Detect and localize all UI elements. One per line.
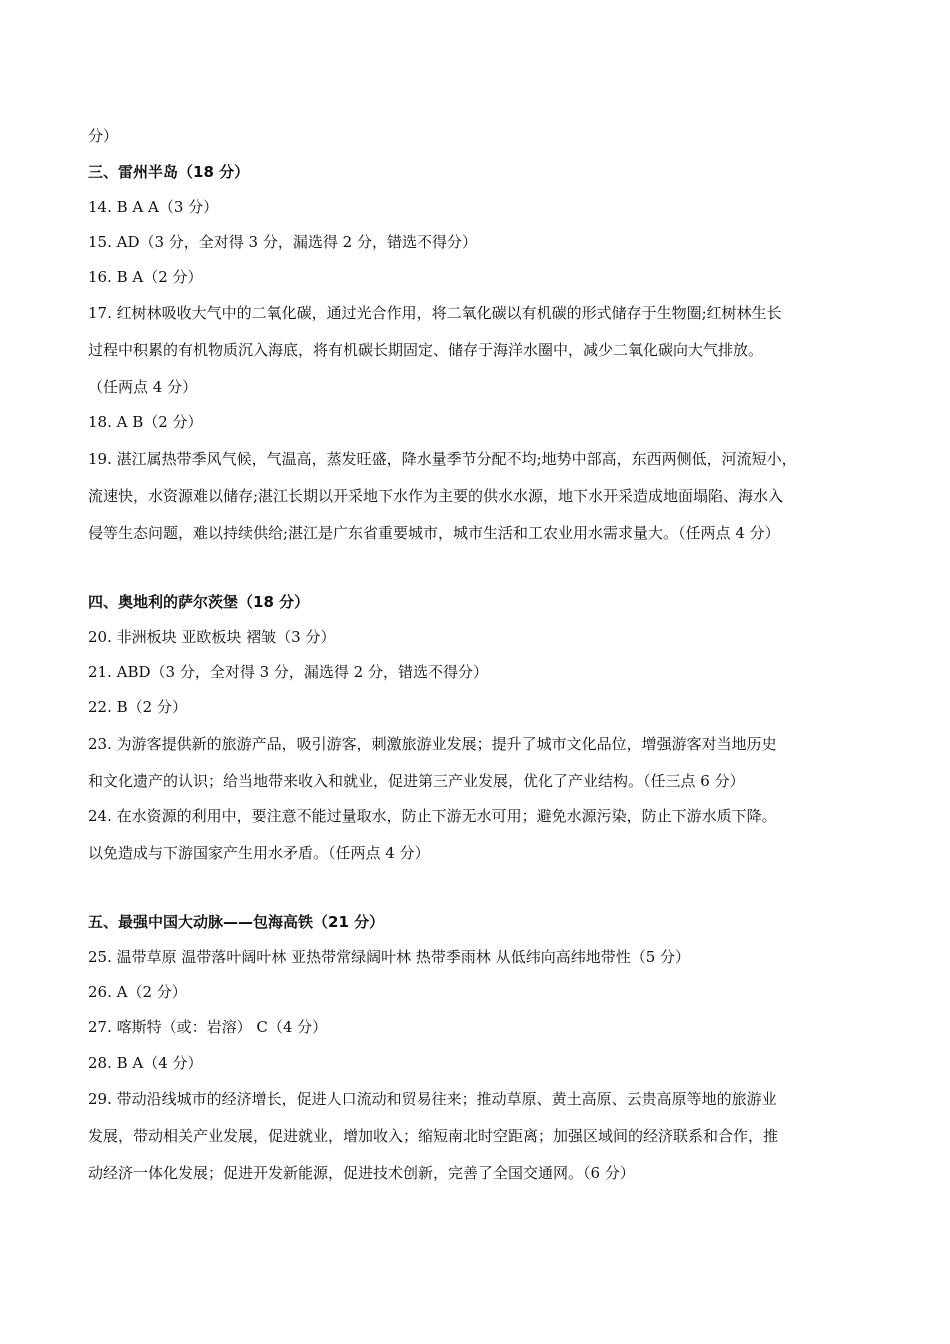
answer-25: 25. 温带草原 温带落叶阔叶林 亚热带常绿阔叶林 热带季雨林 从低纬向高纬地带性（5 分）: [88, 948, 691, 966]
answer-20: 20. 非洲板块 亚欧板块 褶皱（3 分）: [88, 628, 336, 646]
section-heading-4: 四、奥地利的萨尔茨堡（18 分）: [88, 593, 310, 611]
answer-19-line-2: 流速快，水资源难以储存;湛江长期以开采地下水作为主要的供水水源，地下水开采造成地面塌陷、海水入: [88, 487, 784, 505]
answer-27: 27. 喀斯特（或：岩溶） C（4 分）: [88, 1018, 328, 1036]
answer-18: 18. A B（2 分）: [88, 413, 203, 431]
continued-text: 分）: [88, 127, 119, 145]
answer-29-line-3: 动经济一体化发展；促进开发新能源，促进技术创新，完善了全国交通网。（6 分）: [88, 1164, 635, 1182]
answer-19-line-1: 19. 湛江属热带季风气候，气温高，蒸发旺盛，降水量季节分配不均;地势中部高，东西两侧低，河流短小，: [88, 450, 797, 468]
answer-23-line-1: 23. 为游客提供新的旅游产品，吸引游客，刺激旅游业发展；提升了城市文化品位，增强游客对当地历史: [88, 735, 777, 753]
answer-23-line-2: 和文化遗产的认识；给当地带来收入和就业，促进第三产业发展，优化了产业结构。（任三点 6 分）: [88, 772, 745, 790]
answer-16: 16. B A（2 分）: [88, 268, 203, 286]
answer-17-line-3: （任两点 4 分）: [88, 378, 198, 396]
answer-19-line-3: 侵等生态问题，难以持续供给;湛江是广东省重要城市，城市生活和工农业用水需求量大。（任两点 4 分）: [88, 524, 780, 542]
answer-17-line-2: 过程中积累的有机物质沉入海底，将有机碳长期固定、储存于海洋水圈中，减少二氧化碳向大气排放。: [88, 341, 764, 359]
answer-14: 14. B A A（3 分）: [88, 198, 219, 216]
section-heading-3: 三、雷州半岛（18 分）: [88, 163, 250, 181]
answer-26: 26. A（2 分）: [88, 983, 187, 1001]
answer-22: 22. B（2 分）: [88, 698, 187, 716]
section-heading-5: 五、最强中国大动脉——包海高铁（21 分）: [88, 913, 385, 931]
answer-17-line-1: 17. 红树林吸收大气中的二氧化碳，通过光合作用，将二氧化碳以有机碳的形式储存于生物圈;红树林生长: [88, 304, 782, 322]
answer-29-line-1: 29. 带动沿线城市的经济增长，促进人口流动和贸易往来；推动草原、黄土高原、云贵高原等地的旅游业: [88, 1090, 777, 1108]
answer-29-line-2: 发展，带动相关产业发展，促进就业，增加收入；缩短南北时空距离；加强区域间的经济联系和合作，推: [88, 1127, 779, 1145]
answer-28: 28. B A（4 分）: [88, 1054, 203, 1072]
answer-24-line-1: 24. 在水资源的利用中，要注意不能过量取水，防止下游无水可用；避免水源污染，防止下游水质下降。: [88, 807, 777, 825]
answer-24-line-2: 以免造成与下游国家产生用水矛盾。（任两点 4 分）: [88, 844, 430, 862]
answer-21: 21. ABD（3 分，全对得 3 分，漏选得 2 分，错选不得分）: [88, 663, 488, 681]
answer-15: 15. AD（3 分，全对得 3 分，漏选得 2 分，错选不得分）: [88, 233, 477, 251]
